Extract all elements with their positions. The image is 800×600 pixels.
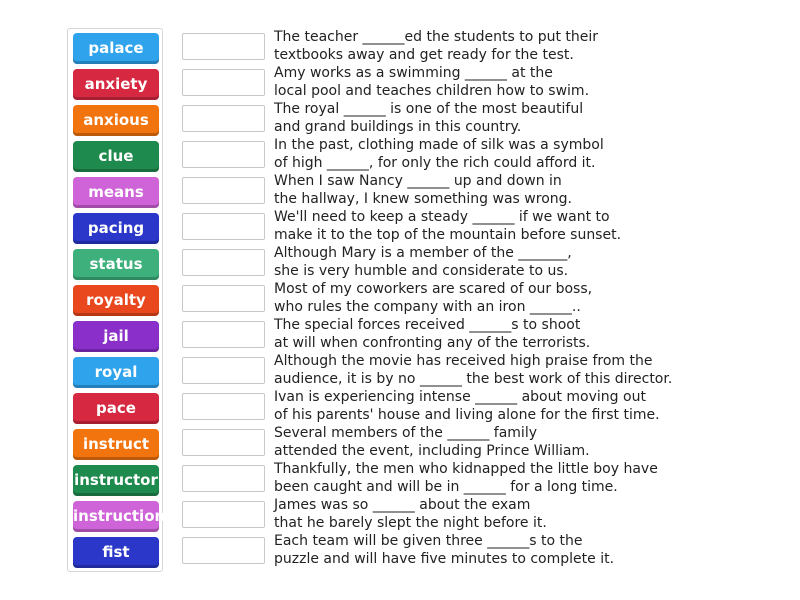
sentence-line-2: she is very humble and considerate to us. bbox=[274, 263, 569, 279]
sentence-line-2: that he barely slept the night before it. bbox=[274, 515, 547, 531]
answer-slot-4[interactable] bbox=[182, 141, 265, 168]
answer-slot-2[interactable] bbox=[182, 69, 265, 96]
sentence-line-2: been caught and will be in ______ for a long time. bbox=[274, 479, 618, 495]
sentence-7 bbox=[274, 244, 744, 280]
sentence-line-1: Several members of the ______ family bbox=[274, 425, 537, 441]
sentence-line-1: Each team will be given three ______s to the bbox=[274, 533, 583, 549]
word-tile-pacing[interactable]: pacing bbox=[73, 213, 159, 244]
answer-slot-11[interactable] bbox=[182, 393, 265, 420]
word-tile-status[interactable]: status bbox=[73, 249, 159, 280]
sentence-line-2: make it to the top of the mountain before sunset. bbox=[274, 227, 622, 243]
word-tile-anxiety[interactable]: anxiety bbox=[73, 69, 159, 100]
sentence-line-1: James was so ______ about the exam bbox=[274, 497, 531, 513]
sentence-12 bbox=[274, 424, 744, 460]
sentence-line-1: Ivan is experiencing intense ______ about moving out bbox=[274, 389, 646, 405]
word-tile-royalty[interactable]: royalty bbox=[73, 285, 159, 316]
word-tile-jail[interactable]: jail bbox=[73, 321, 159, 352]
word-tile-clue[interactable]: clue bbox=[73, 141, 159, 172]
sentence-line-2: who rules the company with an iron ______.. bbox=[274, 299, 581, 315]
sentence-5 bbox=[274, 172, 744, 208]
word-tile-royal[interactable]: royal bbox=[73, 357, 159, 388]
answer-slot-10[interactable] bbox=[182, 357, 265, 384]
answer-slot-13[interactable] bbox=[182, 465, 265, 492]
word-tile-pace[interactable]: pace bbox=[73, 393, 159, 424]
sentence-line-2: of his parents' house and living alone for the first time. bbox=[274, 407, 660, 423]
sentence-line-1: Although the movie has received high praise from the bbox=[274, 353, 653, 369]
sentence-13 bbox=[274, 460, 744, 496]
sentence-line-2: of high ______, for only the rich could afford it. bbox=[274, 155, 596, 171]
sentence-line-1: Although Mary is a member of the _______, bbox=[274, 245, 572, 261]
word-bank bbox=[67, 28, 166, 572]
sentence-line-2: audience, it is by no ______ the best work of this director. bbox=[274, 371, 673, 387]
answer-slot-3[interactable] bbox=[182, 105, 265, 132]
answer-slot-12[interactable] bbox=[182, 429, 265, 456]
sentence-9 bbox=[274, 316, 744, 352]
word-tile-fist[interactable]: fist bbox=[73, 537, 159, 568]
sentence-15 bbox=[274, 532, 744, 568]
word-tile-anxious[interactable]: anxious bbox=[73, 105, 159, 136]
sentence-line-1: The royal ______ is one of the most beautiful bbox=[274, 101, 584, 117]
sentence-line-2: textbooks away and get ready for the test. bbox=[274, 47, 574, 63]
sentence-10 bbox=[274, 352, 744, 388]
answer-slot-9[interactable] bbox=[182, 321, 265, 348]
word-tile-instructor[interactable]: instructor bbox=[73, 465, 159, 496]
sentence-line-1: In the past, clothing made of silk was a symbol bbox=[274, 137, 604, 153]
sentence-line-2: attended the event, including Prince William. bbox=[274, 443, 590, 459]
sentence-line-2: local pool and teaches children how to swim. bbox=[274, 83, 590, 99]
sentence-line-1: Thankfully, the men who kidnapped the little boy have bbox=[274, 461, 658, 477]
sentence-line-2: and grand buildings in this country. bbox=[274, 119, 522, 135]
sentence-line-2: at will when confronting any of the terrorists. bbox=[274, 335, 591, 351]
answer-slot-6[interactable] bbox=[182, 213, 265, 240]
word-tile-palace[interactable]: palace bbox=[73, 33, 159, 64]
sentence-line-1: Most of my coworkers are scared of our boss, bbox=[274, 281, 593, 297]
sentence-14 bbox=[274, 496, 744, 532]
answer-slot-7[interactable] bbox=[182, 249, 265, 276]
sentence-line-1: The special forces received ______s to shoot bbox=[274, 317, 581, 333]
sentence-3 bbox=[274, 100, 744, 136]
answer-slot-14[interactable] bbox=[182, 501, 265, 528]
word-tile-instruct[interactable]: instruct bbox=[73, 429, 159, 460]
sentence-1 bbox=[274, 28, 744, 64]
word-tile-instruction[interactable]: instruction bbox=[73, 501, 159, 532]
sentence-8 bbox=[274, 280, 744, 316]
sentence-4 bbox=[274, 136, 744, 172]
sentence-line-1: The teacher ______ed the students to put their bbox=[274, 29, 599, 45]
sentence-line-1: Amy works as a swimming ______ at the bbox=[274, 65, 553, 81]
sentence-6 bbox=[274, 208, 744, 244]
answer-slot-5[interactable] bbox=[182, 177, 265, 204]
sentence-line-2: the hallway, I knew something was wrong. bbox=[274, 191, 572, 207]
sentence-2 bbox=[274, 64, 744, 100]
answer-slot-15[interactable] bbox=[182, 537, 265, 564]
sentence-line-1: We'll need to keep a steady ______ if we want to bbox=[274, 209, 610, 225]
sentence-line-2: puzzle and will have five minutes to complete it. bbox=[274, 551, 615, 567]
word-tile-means[interactable]: means bbox=[73, 177, 159, 208]
answer-slot-8[interactable] bbox=[182, 285, 265, 312]
sentence-11 bbox=[274, 388, 744, 424]
sentence-line-1: When I saw Nancy ______ up and down in bbox=[274, 173, 562, 189]
answer-slot-1[interactable] bbox=[182, 33, 265, 60]
